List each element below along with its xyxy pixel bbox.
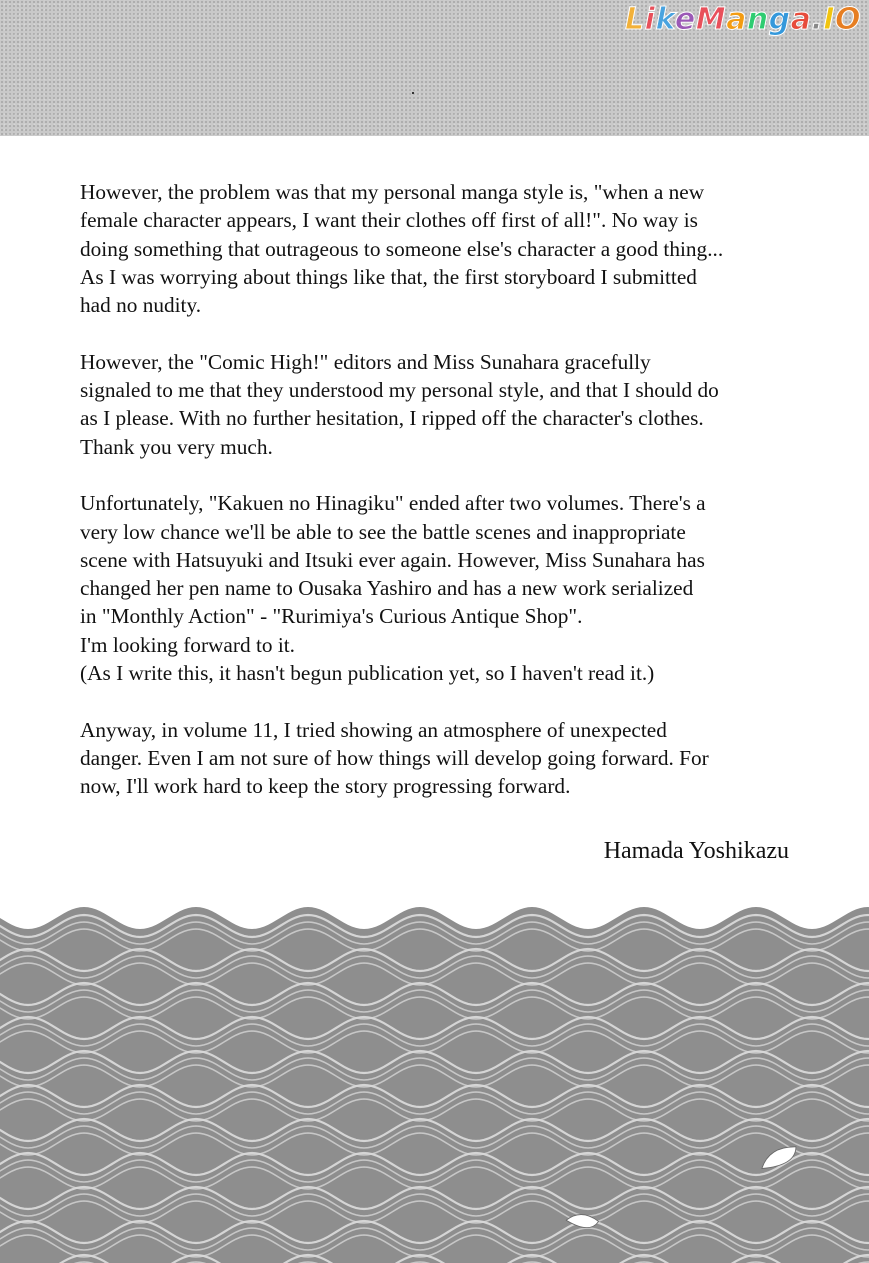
afterword-paragraph-1: However, the problem was that my personal manga style is, "when a new female character appears, I want their clothes off first of all!". No way is doing something that outrageous to someone else's character a good thing... As I was worrying about things like that, the first storyboard I submitted had no nudity.	[80, 180, 724, 318]
watermark-letter: M	[695, 2, 727, 37]
watermark-letter: I	[823, 2, 835, 37]
ink-speck	[412, 92, 414, 94]
watermark-letter: g	[768, 2, 791, 37]
watermark-letter: n	[746, 2, 769, 37]
afterword-paragraph-3: Unfortunately, "Kakuen no Hinagiku" ended after two volumes. There's a very low chance we'll be able to see the battle scenes and inappropriate scene with Hatsuyuki and Itsuki ever again. However, Miss Sunahara has changed her pen name to Ousaka Yashiro and has a new work serialized in "Monthly Action" - "Rurimiya's Curious Antique Shop". I'm looking forward to it. (As I write this, it hasn't begun publication yet, so I haven't read it.)	[80, 491, 706, 686]
watermark-letter: k	[655, 2, 675, 37]
watermark-letter: i	[644, 2, 656, 37]
wave-pattern-illustration	[0, 890, 869, 1263]
watermark-letter: .	[811, 2, 824, 37]
afterword-paragraph-4: Anyway, in volume 11, I tried showing an atmosphere of unexpected danger. Even I am not sure of how things will develop going forward. For now, I'll work hard to keep the story progressing forward.	[80, 717, 709, 799]
watermark-letter: O	[834, 2, 861, 37]
watermark-letter: a	[790, 2, 812, 37]
watermark-letter: a	[726, 2, 747, 37]
afterword-paragraph-2: However, the "Comic High!" editors and Miss Sunahara gracefully signaled to me that they understood my personal style, and that I should do as I please. With no further hesitation, I ripped off the character's clothes. Thank you very much.	[80, 349, 719, 459]
afterword-text	[80, 178, 810, 829]
watermark-letter: e	[674, 2, 696, 37]
author-signature: Hamada Yoshikazu	[603, 838, 789, 864]
site-watermark-logo	[625, 2, 861, 37]
watermark-letter: L	[625, 2, 645, 37]
